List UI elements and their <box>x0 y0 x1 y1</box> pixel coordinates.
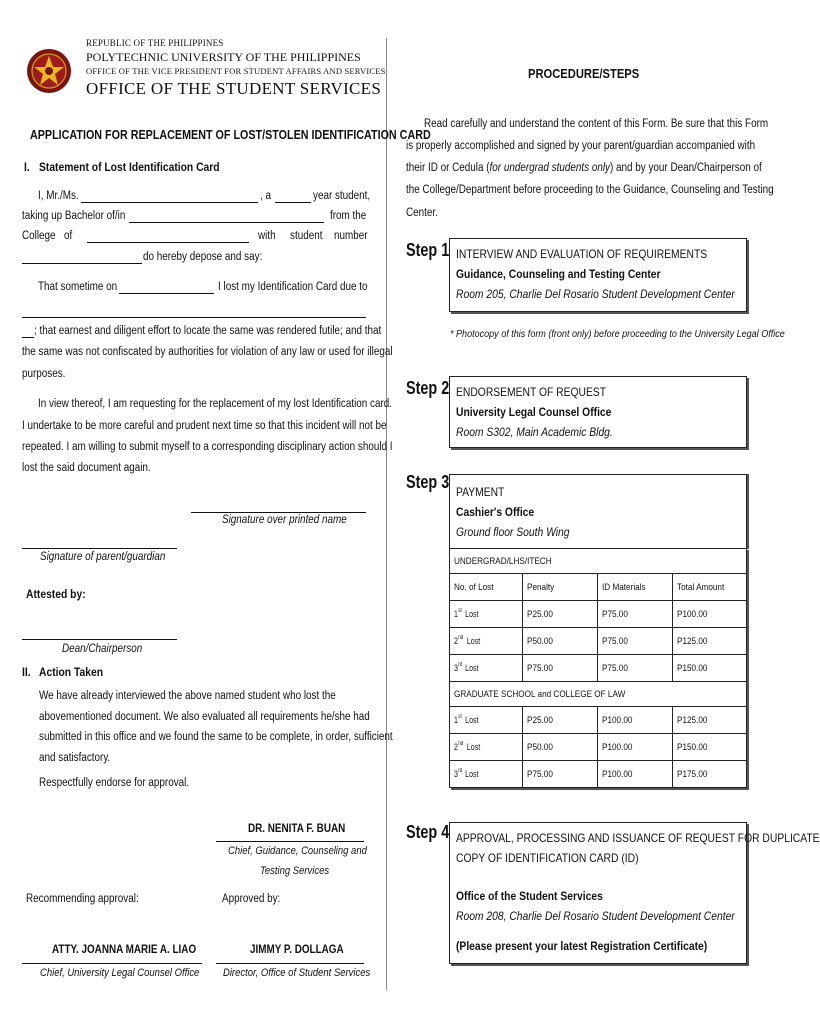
dollaga-title: Director, Office of Student Services <box>223 967 371 979</box>
buan-name: DR. NENITA F. BUAN <box>248 823 346 835</box>
step3-office: Cashier's Office <box>456 505 535 519</box>
buan-title2: Testing Services <box>260 865 330 877</box>
reason-blank-line-end[interactable] <box>22 337 34 338</box>
step3-box <box>449 474 747 549</box>
total-cell: P125.00 <box>673 628 747 655</box>
total-cell: P100.00 <box>673 601 747 628</box>
table-row <box>450 655 747 682</box>
penalty-cell: P25.00 <box>523 707 598 734</box>
penalty-cell: P75.00 <box>523 655 598 682</box>
p3-line1: In view thereof, I am requesting for the replacement of my lost Identification card. <box>38 398 393 410</box>
signature-parent-label: Signature of parent/guardian <box>40 551 166 563</box>
column-divider <box>386 38 387 990</box>
undergrad-label-cell <box>450 549 747 574</box>
section2-title: Action Taken <box>39 665 104 679</box>
materials-cell: P75.00 <box>598 655 673 682</box>
p2-purposes: purposes. <box>22 368 66 380</box>
step2-title: ENDORSEMENT OF REQUEST <box>456 385 607 399</box>
lost-count-cell: 2nd Lost <box>450 734 523 761</box>
step2-room: Room S302, Main Academic Bldg. <box>456 425 613 439</box>
intro-line2: is properly accomplished and signed by your parent/guardian accompanied with <box>406 140 756 152</box>
step1-title: INTERVIEW AND EVALUATION OF REQUIREMENTS <box>456 247 708 261</box>
signature-line-liao[interactable] <box>22 963 202 964</box>
lost-count-cell: 3rd Lost <box>450 761 523 788</box>
payment-header-row <box>450 574 747 601</box>
penalty-cell: P50.00 <box>523 734 598 761</box>
intro-line3: their ID or Cedula (for undergrad students only) and by your Dean/Chairperson of <box>406 162 762 174</box>
step1-room: Room 205, Charlie Del Rosario Student Development Center <box>456 287 735 301</box>
p2-sometime: That sometime on <box>38 281 118 293</box>
action-line1: We have already interviewed the above named student who lost the <box>39 690 336 702</box>
step4-title2: COPY OF IDENTIFICATION CARD (ID) <box>456 851 639 865</box>
table-row <box>450 761 747 788</box>
section2-number: II. <box>22 665 31 679</box>
p1-taking-up: taking up Bachelor of/in <box>22 210 126 222</box>
signature-printed-label: Signature over printed name <box>222 514 347 526</box>
year-blank-line[interactable] <box>275 202 311 203</box>
p1-year-student: year student, <box>313 190 371 202</box>
name-blank-line[interactable] <box>81 202 258 203</box>
course-blank-line[interactable] <box>129 222 324 223</box>
action-line4: and satisfactory. <box>39 752 111 764</box>
penalty-cell: P50.00 <box>523 628 598 655</box>
procedure-title: PROCEDURE/STEPS <box>528 66 640 81</box>
p1-student: student <box>290 230 323 242</box>
lost-count-cell: 1st Lost <box>450 707 523 734</box>
signature-line-buan[interactable] <box>216 841 364 842</box>
p1-a: , a <box>260 190 272 202</box>
step3-room: Ground floor South Wing <box>456 525 570 539</box>
step2-office: University Legal Counsel Office <box>456 405 612 419</box>
p1-with: with <box>258 230 276 242</box>
step4-room: Room 208, Charlie Del Rosario Student Development Center <box>456 909 735 923</box>
table-row <box>450 628 747 655</box>
college-blank-line[interactable] <box>87 242 249 243</box>
p3-line2: I undertake to be more careful and prudent next time so that this incident will not be <box>22 420 387 432</box>
action-line3: submitted in this office and we found the same to be complete, in order, sufficient <box>39 731 393 743</box>
penalty-cell: P25.00 <box>523 601 598 628</box>
grad-label-row <box>450 682 747 707</box>
section1-number: I. <box>24 160 30 174</box>
dean-label: Dean/Chairperson <box>62 643 143 655</box>
penalty-cell: P75.00 <box>523 761 598 788</box>
signature-line-dollaga[interactable] <box>216 963 364 964</box>
total-cell: P175.00 <box>673 761 747 788</box>
attested-by-label: Attested by: <box>26 587 86 601</box>
materials-cell: P75.00 <box>598 628 673 655</box>
p1-of: of <box>64 230 73 242</box>
p2-not-confiscated: the same was not confiscated by authorities for violation of any law or used for illegal <box>22 346 393 358</box>
p2-earnest: ; that earnest and diligent effort to locate the same was rendered futile; and that <box>34 325 382 337</box>
table-row <box>450 601 747 628</box>
table-row <box>450 707 747 734</box>
step1-label: Step 1 <box>406 240 450 260</box>
undergrad-label: UNDERGRAD/LHS/ITECH <box>454 555 552 567</box>
header-cell: ID Materials <box>598 574 673 601</box>
action-endorse: Respectfully endorse for approval. <box>39 777 190 789</box>
university-seal-icon <box>26 34 72 108</box>
lost-count-cell: 2nd Lost <box>450 628 523 655</box>
student-number-blank-line[interactable] <box>22 263 142 264</box>
step4-note: (Please present your latest Registration Certificate) <box>456 939 708 953</box>
grad-label: GRADUATE SCHOOL and COLLEGE OF LAW <box>454 688 626 700</box>
total-cell: P150.00 <box>673 655 747 682</box>
header-republic: REPUBLIC OF THE PHILIPPINES <box>86 38 224 48</box>
materials-cell: P100.00 <box>598 734 673 761</box>
intro-line1: Read carefully and understand the content of this Form. Be sure that this Form <box>424 118 769 130</box>
recommending-label: Recommending approval: <box>26 893 139 905</box>
action-line2: abovementioned document. We also evaluated all requirements he/she had <box>39 711 370 723</box>
step3-label: Step 3 <box>406 472 450 492</box>
liao-title: Chief, University Legal Counsel Office <box>40 967 200 979</box>
buan-title1: Chief, Guidance, Counseling and <box>228 845 367 857</box>
materials-cell: P100.00 <box>598 707 673 734</box>
grad-label-cell <box>450 682 747 707</box>
intro-line4: the College/Department before proceeding to the Guidance, Counseling and Testing <box>406 184 774 196</box>
signature-line-dean[interactable] <box>22 639 177 640</box>
lost-count-cell: 3rd Lost <box>450 655 523 682</box>
p2-lost-due: I lost my Identification Card due to <box>218 281 368 293</box>
header-cell: No. of Lost <box>450 574 523 601</box>
p3-line4: lost the said document again. <box>22 462 151 474</box>
step4-title1: APPROVAL, PROCESSING AND ISSUANCE OF REQUEST FOR DUPLICATE <box>456 831 820 845</box>
reason-blank-line[interactable] <box>22 317 366 318</box>
lost-count-cell: 1st Lost <box>450 601 523 628</box>
table-row <box>450 734 747 761</box>
p3-line3: repeated. I am willing to submit myself to a corresponding disciplinary action should I <box>22 441 393 453</box>
step1-box <box>449 238 747 312</box>
materials-cell: P75.00 <box>598 601 673 628</box>
step1-office: Guidance, Counseling and Testing Center <box>456 267 661 281</box>
date-blank-line[interactable] <box>119 293 214 294</box>
undergrad-label-row <box>450 549 747 574</box>
p1-number: number <box>334 230 368 242</box>
section1-title: Statement of Lost Identification Card <box>39 160 220 174</box>
p1-depose: do hereby depose and say: <box>143 251 263 263</box>
signature-line-parent[interactable] <box>22 548 177 549</box>
p1-from-the: from the <box>330 210 367 222</box>
materials-cell: P100.00 <box>598 761 673 788</box>
total-cell: P150.00 <box>673 734 747 761</box>
form-title: APPLICATION FOR REPLACEMENT OF LOST/STOLEN IDENTIFICATION CARD <box>30 128 431 142</box>
header-office: OFFICE OF THE STUDENT SERVICES <box>86 79 382 98</box>
header-university: POLYTECHNIC UNIVERSITY OF THE PHILIPPINES <box>86 50 361 64</box>
header-cell: Penalty <box>523 574 598 601</box>
p1-mr-ms: I, Mr./Ms. <box>38 190 79 202</box>
step1-note: * Photocopy of this form (front only) before proceeding to the University Legal Office <box>450 328 785 340</box>
step2-label: Step 2 <box>406 378 450 398</box>
dollaga-name: JIMMY P. DOLLAGA <box>250 944 344 956</box>
header-vp-office: OFFICE OF THE VICE PRESIDENT FOR STUDENT AFFAIRS AND SERVICES <box>86 66 386 76</box>
total-cell: P125.00 <box>673 707 747 734</box>
step4-label: Step 4 <box>406 822 450 842</box>
intro-line5: Center. <box>406 207 438 219</box>
header-cell: Total Amount <box>673 574 747 601</box>
signature-line-student[interactable] <box>191 512 366 513</box>
step2-box <box>449 376 747 448</box>
liao-name: ATTY. JOANNA MARIE A. LIAO <box>52 944 197 956</box>
step3-title: PAYMENT <box>456 485 505 499</box>
p1-college: College <box>22 230 56 242</box>
approved-label: Approved by: <box>222 893 281 905</box>
step4-box <box>449 822 820 964</box>
payment-table <box>449 548 747 788</box>
step4-office: Office of the Student Services <box>456 889 603 903</box>
